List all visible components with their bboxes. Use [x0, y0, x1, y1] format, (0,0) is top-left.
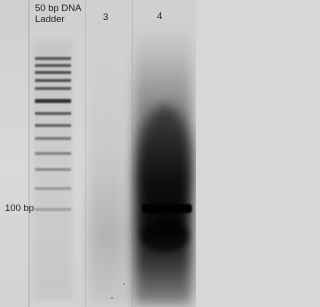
ladder-band — [35, 112, 71, 115]
ladder-label — [35, 3, 81, 25]
ladder-band — [35, 137, 71, 140]
lane4-band-100bp — [142, 204, 192, 213]
ladder-label-line2: Ladder — [35, 14, 65, 25]
ladder-band — [35, 124, 71, 127]
lane3-label: 3 — [103, 12, 109, 23]
lane4-label: 4 — [157, 11, 163, 22]
ladder-band — [35, 79, 71, 82]
ladder-band — [35, 87, 71, 90]
lane4-lower-blob — [141, 220, 189, 252]
marker-100bp-label: 100 bp — [5, 203, 35, 214]
ladder-band — [35, 99, 71, 103]
ladder-band — [35, 208, 71, 211]
ladder-label-line1: 50 bp DNA — [35, 3, 82, 14]
ladder-band — [35, 152, 71, 155]
ladder-band — [35, 71, 71, 74]
ladder-band — [35, 64, 71, 67]
ladder-band — [35, 168, 71, 171]
lane3-smear — [88, 30, 126, 305]
ladder-band — [35, 57, 71, 60]
ladder-band — [35, 187, 71, 190]
